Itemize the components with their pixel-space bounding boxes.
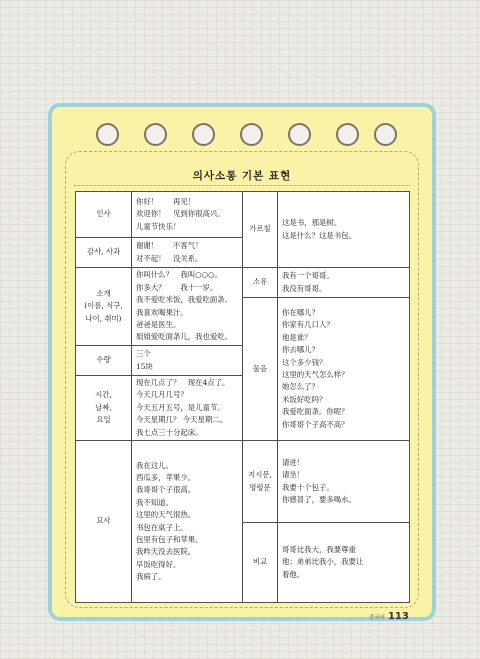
page-title: 의사소통 기본 표현 — [192, 170, 292, 182]
category-question: 물음 — [243, 298, 278, 441]
page-number — [369, 611, 409, 622]
thanks-apology-expressions: 谢谢！ 不客气！ 对不起！ 没关系。 — [132, 238, 243, 268]
command-expressions: 请进！ 请坐！ 我要十个包子。 你感冒了，要多喝水。 — [278, 441, 410, 523]
category-thanks-apology: 감사, 사과 — [76, 238, 132, 268]
category-time-date: 시간, 날짜, 요일 — [76, 376, 132, 441]
description-expressions: 我在这儿。 西瓜多，苹果少。 我哥哥个子很高。 我不知道。 这里的天气很热。 书包在桌子上。 包里有包子和苹果。 我昨天没去医院。 早饭吃得好。 我病了。 — [132, 441, 243, 603]
binder-ring-icon — [240, 123, 263, 146]
category-possession: 소유 — [243, 268, 278, 298]
category-introduction: 소개 (이름, 식구, 나이, 취미) — [76, 268, 132, 346]
category-description: 묘사 — [76, 441, 132, 603]
category-pointing: 가르침 — [243, 192, 278, 268]
category-greeting: 인사 — [76, 192, 132, 238]
introduction-expressions: 你叫什么？ 我叫○○○。 你多大？ 我十一岁。 我不爱吃米饭，我爱吃面条。 我喜欢喝果汁。 爸爸是医生。 姐姐爱吃面条儿，我也爱吃。 — [132, 268, 243, 346]
title-divider — [74, 185, 410, 186]
greeting-expressions: 你好！ 再见！ 欢迎你！ 见到你很高兴。 儿童节快乐！ — [132, 192, 243, 238]
binder-ring-icon — [192, 123, 215, 146]
quantity-expressions: 三个 15块 — [132, 346, 243, 376]
comparison-expressions: 哥哥比我大，我要尊重 他；弟弟比我小，我要让 着他。 — [278, 523, 410, 603]
category-comparison: 비교 — [243, 523, 278, 603]
question-expressions: 你在哪儿？ 你家有几口人？ 他是谁？ 你去哪儿？ 这个多少钱？ 这里的天气怎么样？ 她怎么了？ 米饭好吃吗？ 我爱吃面条。你呢？ 你哥哥个子高不高？ — [278, 298, 410, 441]
notepad-card — [48, 103, 436, 621]
page-number-value: 113 — [387, 611, 409, 622]
time-date-expressions: 现在几点了？ 现在4点了。 今天几月几号？ 今天五月五号，是儿童节。 今天星期几？ 今天星期二。 我七点三十分起床。 — [132, 376, 243, 441]
binder-ring-icon — [96, 123, 119, 146]
category-quantity: 수량 — [76, 346, 132, 376]
category-command: 지시문, 명령문 — [243, 441, 278, 523]
content-frame — [65, 151, 419, 608]
pointing-expressions: 这是书，那是树。 这是什么？这是书包。 — [278, 192, 410, 268]
binder-ring-icon — [374, 123, 397, 146]
footer-label: 중국어 — [369, 615, 385, 621]
binder-ring-icon — [288, 123, 311, 146]
possession-expressions: 我有一个哥哥。 我没有哥哥。 — [278, 268, 410, 298]
binder-ring-icon — [144, 123, 167, 146]
expressions-table — [75, 191, 410, 603]
binder-ring-icon — [336, 123, 359, 146]
